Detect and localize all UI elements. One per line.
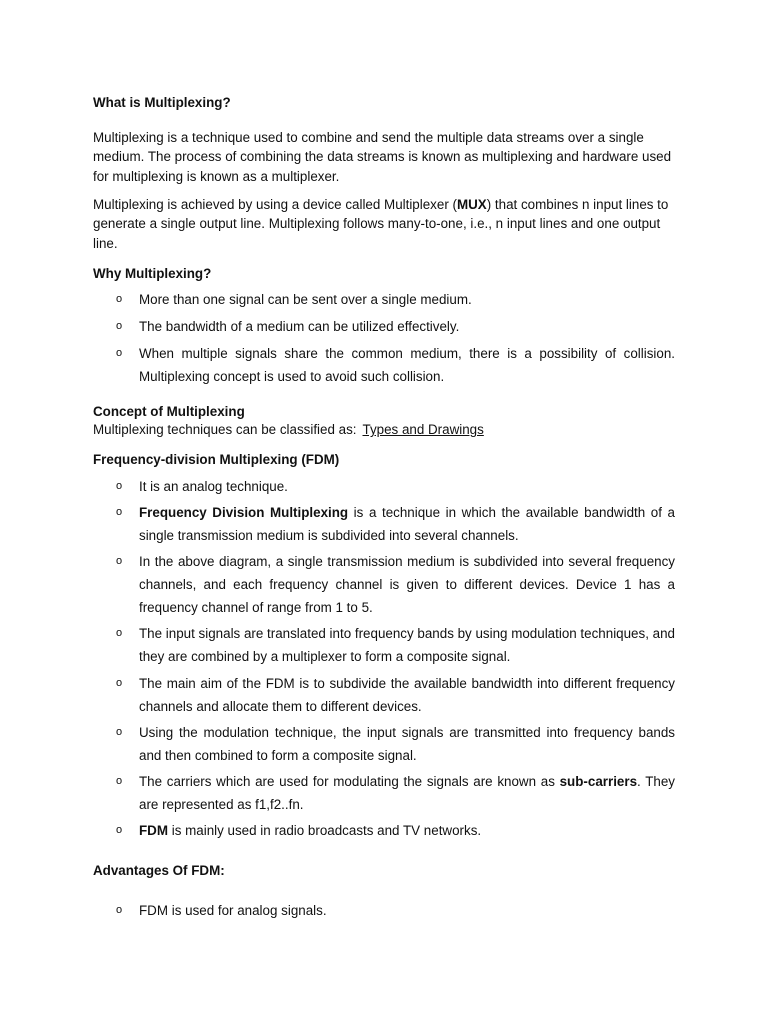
heading-concept: Concept of Multiplexing bbox=[93, 404, 245, 419]
why-item-3: When multiple signals share the common medium, there is a possibility of collision. Multiplexing concept is used to avoid such collision. bbox=[139, 346, 675, 384]
bullet-marker: o bbox=[116, 506, 123, 518]
bullet-marker: o bbox=[116, 677, 123, 689]
fdm-item-4: The input signals are translated into frequency bands by using modulation techniques, and they are combined by a multiplexer to form a composite signal. bbox=[139, 626, 675, 664]
heading-advantages: Advantages Of FDM: bbox=[93, 863, 225, 878]
why-item-1: More than one signal can be sent over a single medium. bbox=[139, 292, 472, 307]
bullet-marker: o bbox=[116, 775, 123, 787]
bullet-marker: o bbox=[116, 320, 123, 332]
bullet-marker: o bbox=[116, 347, 123, 359]
fdm-item-6: Using the modulation technique, the input signals are transmitted into frequency bands and then combined to form a composite signal. bbox=[139, 725, 675, 763]
fdm-item-1: It is an analog technique. bbox=[139, 479, 288, 494]
bullet-marker: o bbox=[116, 627, 123, 639]
heading-why-multiplexing: Why Multiplexing? bbox=[93, 266, 212, 281]
fdm-item-7: The carriers which are used for modulating the signals are known as sub-carriers. They are represented as f1,f2..fn. bbox=[139, 774, 675, 812]
bullet-marker: o bbox=[116, 480, 123, 492]
fdm-item-2: Frequency Division Multiplexing is a technique in which the available bandwidth of a single transmission medium is subdivided into several channels. bbox=[139, 505, 675, 543]
fdm-item-8: FDM is mainly used in radio broadcasts and TV networks. bbox=[139, 823, 482, 838]
bullet-marker: o bbox=[116, 726, 123, 738]
bullet-marker: o bbox=[116, 293, 123, 305]
paragraph-mux: Multiplexing is achieved by using a device called Multiplexer (MUX) that combines n input lines to generate a single output line. Multiplexing follows many-to-one, i.e., n input lines and one output line. bbox=[93, 197, 669, 251]
concept-line bbox=[93, 420, 675, 439]
bullet-marker: o bbox=[116, 904, 123, 916]
bullet-marker: o bbox=[116, 555, 123, 567]
paragraph-definition: Multiplexing is a technique used to combine and send the multiple data streams over a single medium. The process of combining the data streams is known as multiplexing and hardware used for multiplexing is known as a multiplexer. bbox=[93, 130, 672, 184]
heading-fdm: Frequency-division Multiplexing (FDM) bbox=[93, 452, 340, 467]
fdm-item-5: The main aim of the FDM is to subdivide the available bandwidth into different frequency channels and allocate them to different devices. bbox=[139, 676, 675, 714]
why-item-2: The bandwidth of a medium can be utilized effectively. bbox=[139, 319, 460, 334]
adv-item-1: FDM is used for analog signals. bbox=[139, 903, 327, 918]
heading-what-is-multiplexing: What is Multiplexing? bbox=[93, 95, 231, 110]
bullet-marker: o bbox=[116, 824, 123, 836]
types-and-drawings-link[interactable]: Types and Drawings bbox=[362, 422, 484, 437]
concept-text: Multiplexing techniques can be classified as: bbox=[93, 422, 357, 437]
fdm-item-3: In the above diagram, a single transmission medium is subdivided into several frequency channels, and each frequency channel is given to different devices. Device 1 has a frequency channel of range from 1 to 5. bbox=[139, 554, 675, 615]
